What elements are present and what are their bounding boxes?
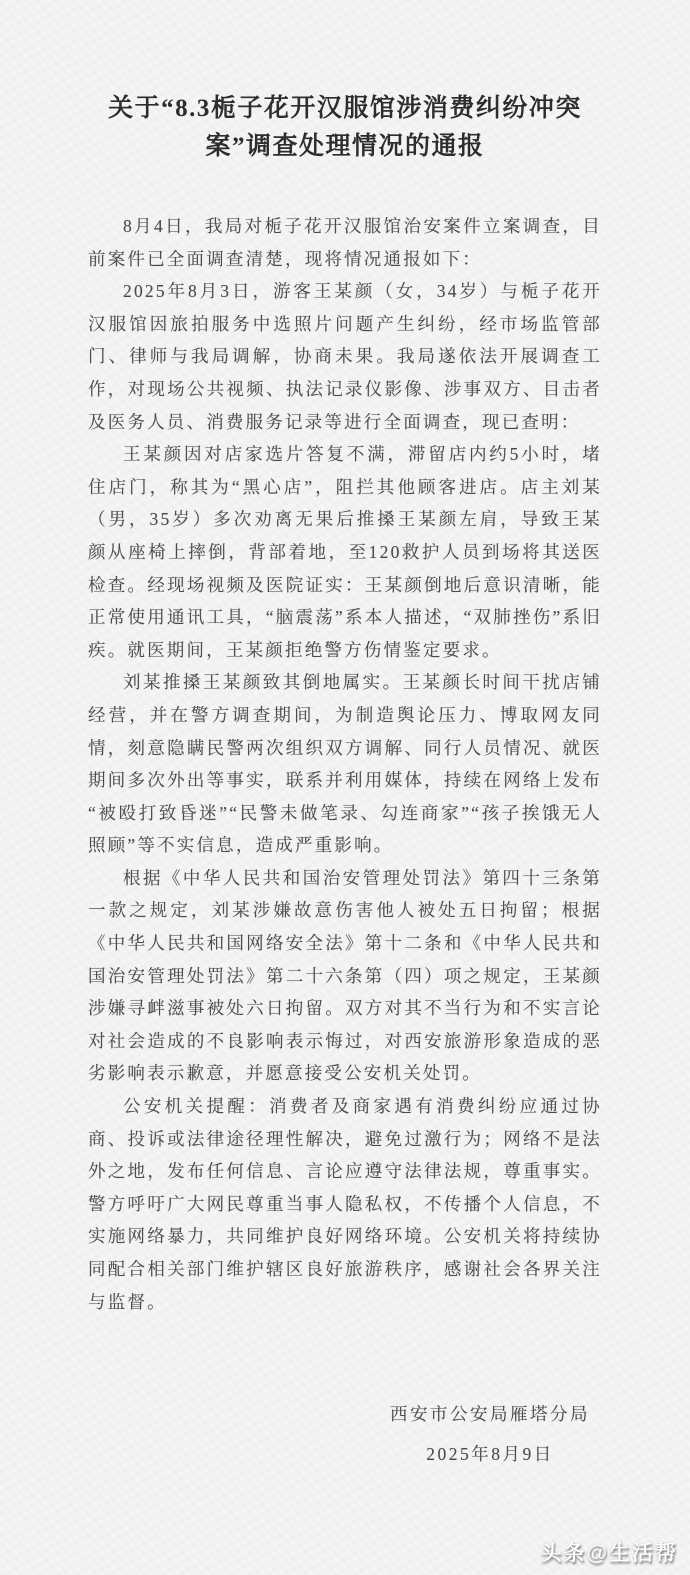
title-line-2: 案”调查处理情况的通报 [205, 133, 485, 160]
document-body [88, 210, 602, 1318]
signature-block [88, 1398, 602, 1470]
paragraph: 根据《中华人民共和国治安管理处罚法》第四十三条第一款之规定，刘某涉嫌故意伤害他人被处五日拘留；根据《中华人民共和国网络安全法》第十二条和《中华人民共和国治安管理处罚法》第二十六条第（四）项之规定，王某颜涉嫌寻衅滋事被处六日拘留。双方对其不当行为和不实言论对社会造成的不良影响表示悔过，对西安旅游形象造成的恶劣影响表示歉意，并愿意接受公安机关处罚。 [88, 867, 602, 1084]
signature-agency: 西安市公安局雁塔分局 [390, 1404, 590, 1425]
signature-date: 2025年8月9日 [426, 1444, 554, 1465]
paragraph: 8月4日，我局对栀子花开汉服馆治安案件立案调查，目前案件已全面调查清楚，现将情况通报如下： [88, 216, 602, 269]
document-title [88, 90, 602, 166]
title-line-1: 关于“8.3栀子花开汉服馆涉消费纠纷冲突 [108, 95, 582, 122]
paragraph: 2025年8月3日，游客王某颜（女，34岁）与栀子花开汉服馆因旅拍服务中选照片问题产生纠纷，经市场监管部门、律师与我局调解，协商未果。我局遂依法开展调查工作，对现场公共视频、执法记录仪影像、涉事双方、目击者及医务人员、消费服务记录等进行全面调查，现已查明： [88, 281, 602, 432]
paragraph: 王某颜因对店家选片答复不满，滞留店内约5小时，堵住店门，称其为“黑心店”，阻拦其他顾客进店。店主刘某（男，35岁）多次劝离无果后推搡王某颜左肩，导致王某颜从座椅上摔倒，背部着地，至120救护人员到场将其送医检查。经现场视频及医院证实：王某颜倒地后意识清晰，能正常使用通讯工具，“脑震荡”系本人描述，“双肺挫伤”系旧疾。就医期间，王某颜拒绝警方伤情鉴定要求。 [88, 444, 602, 660]
paragraph: 刘某推搡王某颜致其倒地属实。王某颜长时间干扰店铺经营，并在警方调查期间，为制造舆论压力、博取网友同情，刻意隐瞒民警两次组织双方调解、同行人员情况、就医期间多次外出等事实，联系并利用媒体，持续在网络上发布“被殴打致昏迷”“民警未做笔录、勾连商家”“孩子挨饿无人照顾”等不实信息，造成严重影响。 [88, 672, 602, 856]
paragraph: 公安机关提醒：消费者及商家遇有消费纠纷应通过协商、投诉或法律途径理性解决，避免过激行为；网络不是法外之地，发布任何信息、言论应遵守法律法规，尊重事实。警方呼吁广大网民尊重当事人隐私权，不传播个人信息，不实施网络暴力，共同维护良好网络环境。公安机关将持续协同配合相关部门维护辖区良好旅游秩序，感谢社会各界关注与监督。 [88, 1096, 602, 1312]
watermark-toutiao: 头条@生活帮 [540, 1542, 678, 1565]
